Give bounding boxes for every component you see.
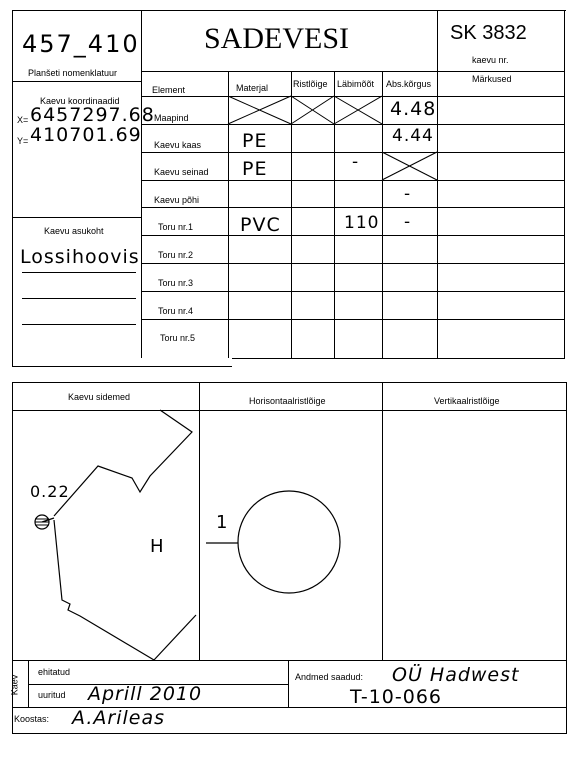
row-element-8: Toru nr.5 <box>160 333 196 343</box>
row-element-5: Toru nr.2 <box>158 250 194 260</box>
col-header-element: Element <box>152 85 186 95</box>
section-vertical: Vertikaalristlõige <box>434 396 500 406</box>
col-header-diameter: Läbimõõt <box>337 79 375 89</box>
sketch-pipe-label: 1 <box>216 512 229 533</box>
section-connections: Kaevu sidemed <box>68 392 131 402</box>
nomenclature-value: 457_410 <box>22 30 140 58</box>
location-label: Kaevu asukoht <box>44 226 104 236</box>
col-header-cross: Ristlõige <box>293 79 328 89</box>
section-horizontal: Horisontaalristlõige <box>249 396 326 406</box>
footer-surveyed-value: Aprill 2010 <box>88 683 203 705</box>
row-abs-3: - <box>404 184 412 204</box>
footer-surveyed-label: uuritud <box>38 690 66 700</box>
footer-company: OÜ Hadwest <box>392 664 520 686</box>
coords-y-prefix: Y= <box>17 136 29 146</box>
coords-x-value: 6457297.68 <box>30 104 155 126</box>
well-number-label: kaevu nr. <box>472 55 509 65</box>
footer-compiled-label: Koostas: <box>14 714 50 724</box>
well-icon <box>35 515 49 529</box>
coords-label: Kaevu koordinaadid <box>40 96 120 106</box>
row-material-4: PVC <box>240 214 281 236</box>
row-material-2: PE <box>242 158 268 180</box>
row-material-1: PE <box>242 130 268 152</box>
footer-job-number: T-10-066 <box>350 686 443 708</box>
col-header-material: Materjal <box>236 83 269 93</box>
coords-y-value: 410701.69 <box>30 124 142 146</box>
row-abs-0: 4.48 <box>390 98 437 120</box>
row-element-4: Toru nr.1 <box>158 222 194 232</box>
col-header-abs: Abs.kõrgus <box>386 79 432 89</box>
row-abs-4: - <box>404 212 412 232</box>
sketch-building-label: H <box>150 536 165 557</box>
coords-x-prefix: X= <box>17 115 29 125</box>
row-element-1: Kaevu kaas <box>154 140 202 150</box>
col-header-notes: Märkused <box>472 74 512 84</box>
nomenclature-label: Planšeti nomenklatuur <box>28 68 118 78</box>
row-diameter-4: 110 <box>344 213 380 233</box>
row-element-6: Toru nr.3 <box>158 278 194 288</box>
row-abs-1: 4.44 <box>392 126 434 146</box>
footer-side-label: Kaev <box>9 674 20 696</box>
row-element-7: Toru nr.4 <box>158 306 194 316</box>
row-element-2: Kaevu seinad <box>154 167 209 177</box>
sketch-depth-label: 0.22 <box>30 482 70 501</box>
row-element-3: Kaevu põhi <box>154 195 200 205</box>
row-diameter-2: - <box>352 152 360 172</box>
location-value: Lossihoovis <box>20 246 140 268</box>
row-element-0: Maapind <box>154 113 189 123</box>
footer-built-label: ehitatud <box>38 667 71 677</box>
footer-data-label: Andmed saadud: <box>295 672 364 682</box>
footer-compiled-value: A.Arileas <box>72 707 165 729</box>
document-title: SADEVESI <box>204 22 350 55</box>
well-number: SK 3832 <box>450 22 527 44</box>
